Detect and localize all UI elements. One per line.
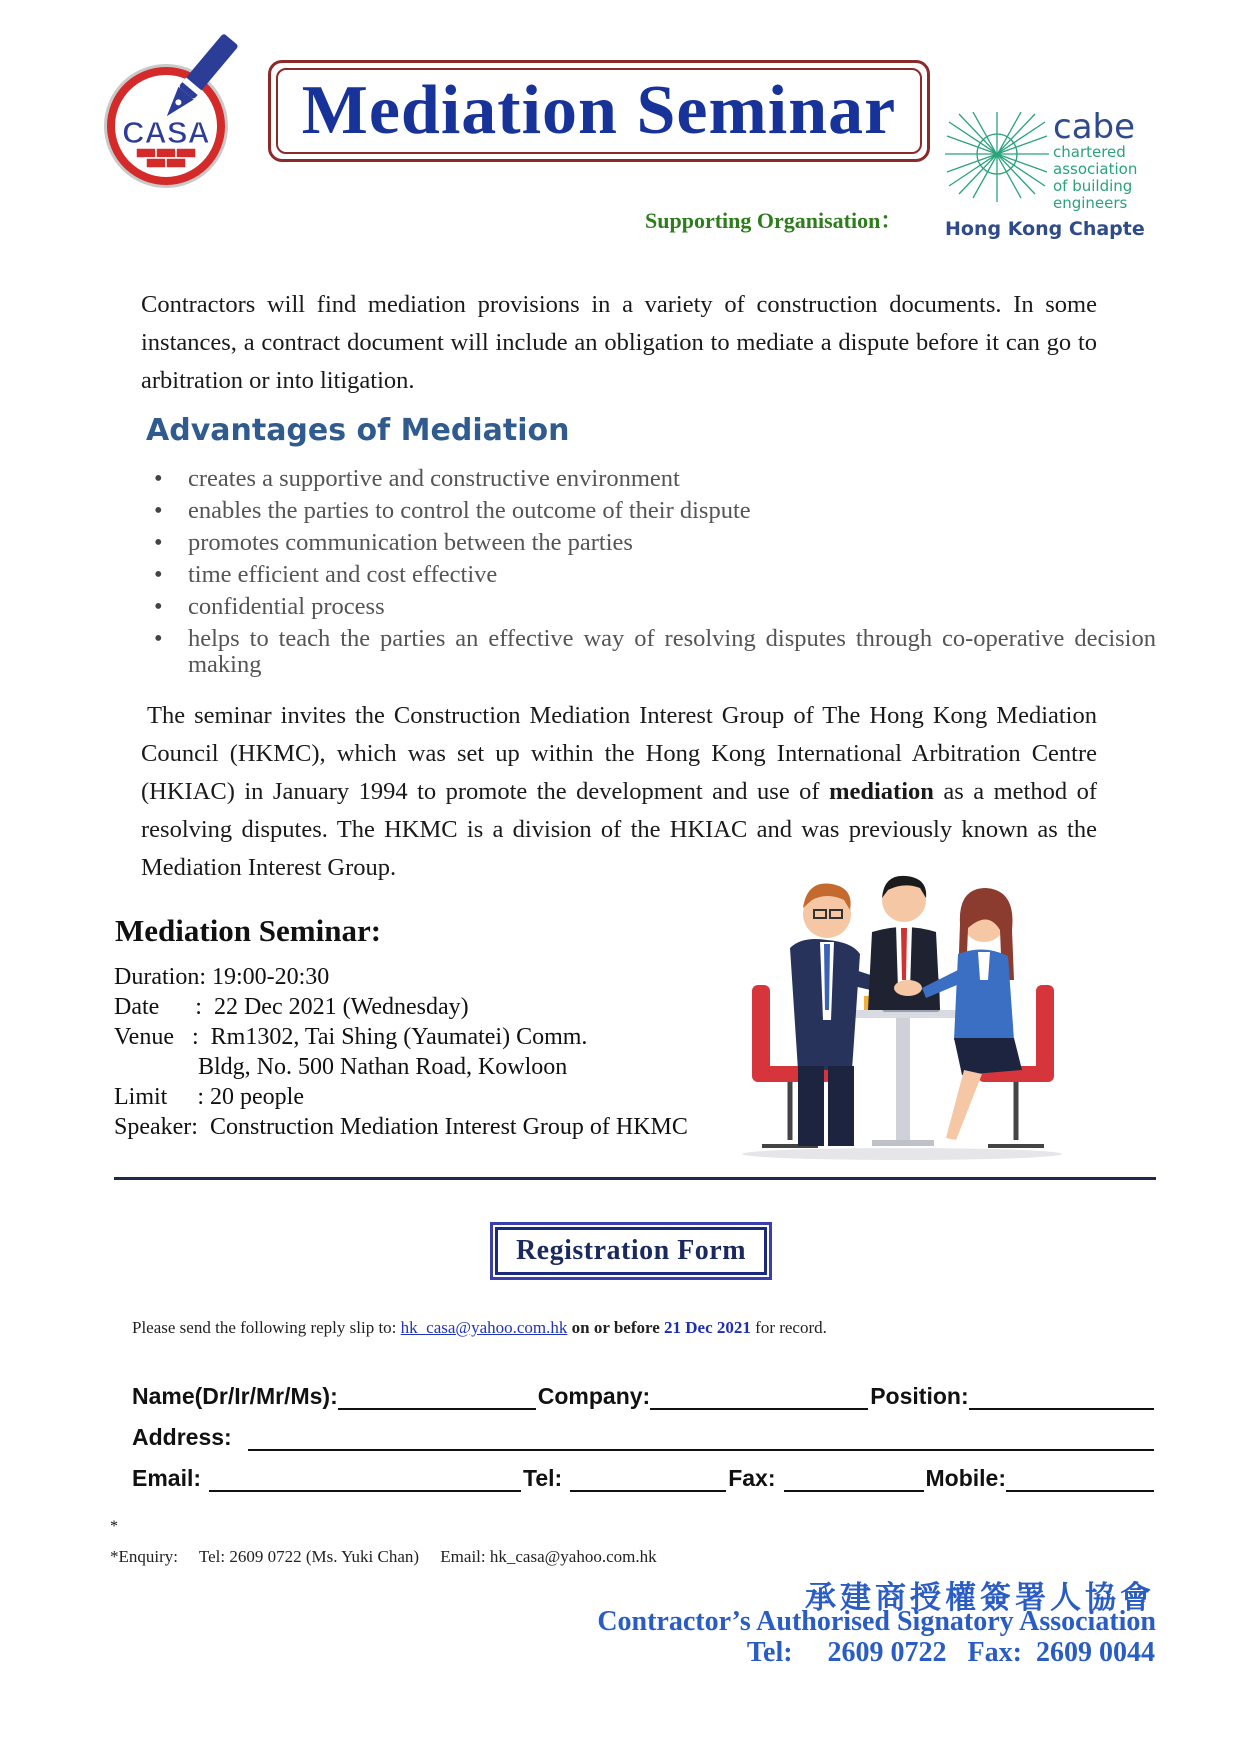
footer-english-name: Contractor’s Authorised Signatory Association [597, 1606, 1156, 1637]
cabe-line-2: association [1053, 160, 1138, 178]
form-row-3 [132, 1465, 1156, 1492]
title-banner [268, 60, 930, 162]
list-item: • promotes communication between the parties [154, 529, 633, 556]
name-label: Name(Dr/Ir/Mr/Ms): [132, 1383, 338, 1409]
fax-label: Fax: [728, 1465, 776, 1491]
company-label: Company: [537, 1383, 651, 1409]
position-field[interactable] [969, 1386, 1154, 1410]
advantages-list [154, 466, 1156, 684]
speaker: Speaker: Construction Mediation Interest Group of HKMC [114, 1114, 688, 1140]
bullet-icon: • [154, 625, 163, 652]
enquiry-asterisk: * [110, 1518, 118, 1535]
intro-paragraph: Contractors will find mediation provisions in a variety of construction documents. In some instances, a contract document will include an obligation to mediate a dispute before it can go to arbitration or into litigation. [141, 291, 1097, 394]
registration-form-title-box [490, 1222, 772, 1280]
advantages-heading: Advantages of Mediation [146, 413, 570, 448]
mobile-field[interactable] [1006, 1468, 1154, 1492]
reply-deadline: 21 Dec 2021 [664, 1318, 751, 1337]
mediation-bold: mediation [829, 778, 934, 805]
list-item: • creates a supportive and constructive environment [154, 465, 680, 492]
enquiry-line: *Enquiry: Tel: 2609 0722 (Ms. Yuki Chan) Email: hk_casa@yahoo.com.hk [110, 1547, 657, 1566]
reply-instructions: Please send the following reply slip to: hk_casa@yahoo.com.hk on or before 21 Dec 2021 for record. [132, 1318, 827, 1337]
bullet-icon: • [154, 561, 163, 588]
fax-field[interactable] [784, 1468, 924, 1492]
duration: Duration: 19:00-20:30 [114, 964, 330, 990]
footer-chinese-name: 承建商授權簽署人協會 [805, 1580, 1155, 1616]
bullet-icon: • [154, 529, 163, 556]
venue-line-1: Venue : Rm1302, Tai Shing (Yaumatei) Comm. [114, 1024, 588, 1050]
form-row-1 [132, 1383, 1156, 1410]
footer-tel-fax: Tel: 2609 0722 Fax: 2609 0044 [746, 1637, 1155, 1668]
registration-form-title: Registration Form [515, 1235, 747, 1266]
cabe-line-4: engineers [1053, 194, 1128, 212]
form-row-2 [132, 1424, 1156, 1451]
list-item: • enables the parties to control the outcome of their dispute [154, 497, 751, 524]
address-label: Address: [132, 1424, 232, 1450]
list-item: • helps to teach the parties an effective way of resolving disputes through co-operative decision making [154, 625, 1156, 678]
email-field[interactable] [209, 1468, 521, 1492]
casa-logo [100, 26, 250, 196]
mobile-label: Mobile: [925, 1465, 1007, 1491]
name-field[interactable] [338, 1386, 536, 1410]
company-field[interactable] [650, 1386, 868, 1410]
bullet-icon: • [154, 593, 163, 620]
tel-field[interactable] [570, 1468, 726, 1492]
casa-logo-text: CASA [122, 115, 210, 150]
address-field[interactable] [248, 1427, 1154, 1451]
supporting-organisation-label: Supporting Organisation： [645, 208, 903, 233]
tel-label: Tel: [523, 1465, 563, 1491]
seminar-heading: Mediation Seminar: [115, 913, 382, 948]
date: Date : 22 Dec 2021 (Wednesday) [114, 994, 469, 1020]
bullet-icon: • [154, 497, 163, 524]
email-label: Email: [132, 1465, 202, 1491]
hkmc-paragraph: The seminar invites the Construction Mediation Interest Group of The Hong Kong Mediation Council (HKMC), which was set up within the Hong Kong International Arbitration Centre (HKIAC) in January 1994 to promote the development and use of mediation as a method of resolving disputes. The HKMC is a division of the HKIAC and was previously known as the Mediation Interest Group. [141, 702, 1097, 881]
cabe-brand: cabe [1053, 112, 1136, 147]
bullet-icon: • [154, 465, 163, 492]
list-item: • confidential process [154, 593, 385, 620]
limit: Limit : 20 people [114, 1084, 304, 1110]
section-divider [114, 1177, 1156, 1180]
position-label: Position: [870, 1383, 969, 1409]
cabe-logo [945, 112, 1145, 244]
page-title: Mediation Seminar [301, 72, 897, 149]
cabe-line-3: of building [1053, 177, 1133, 195]
meeting-illustration [732, 870, 1072, 1162]
reply-email-link[interactable]: hk_casa@yahoo.com.hk [400, 1318, 568, 1337]
cabe-line-1: chartered [1053, 143, 1126, 161]
cabe-chapter: Hong Kong Chapter [945, 218, 1145, 240]
list-item: • time efficient and cost effective [154, 561, 498, 588]
seminar-details [114, 962, 688, 1142]
venue-line-2: Bldg, No. 500 Nathan Road, Kowloon [114, 1054, 568, 1080]
